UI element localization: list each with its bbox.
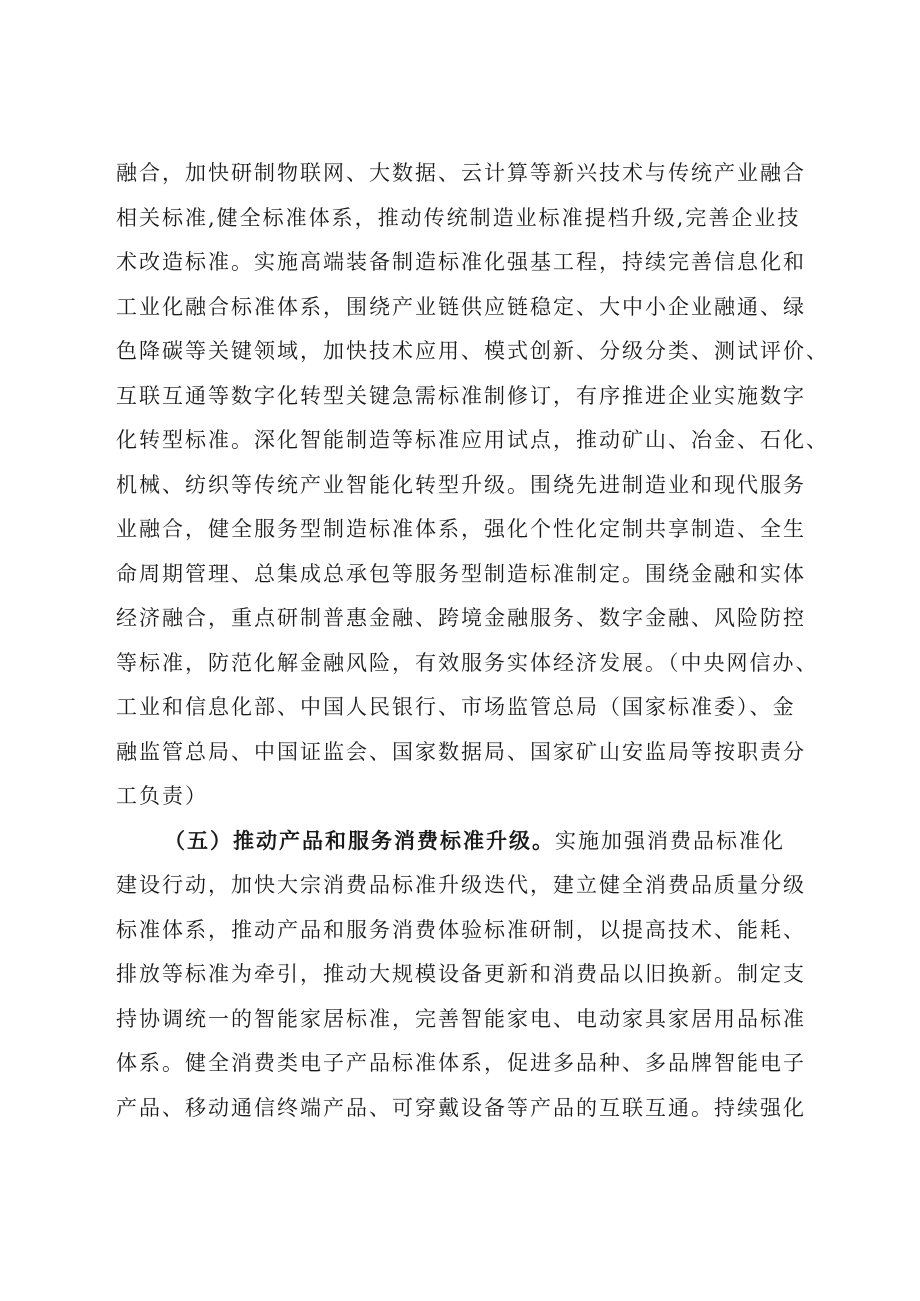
- text-line: 融合，加快研制物联网、大数据、云计算等新兴技术与传统产业融合: [116, 161, 806, 185]
- text-line: 机械、纺织等传统产业智能化转型升级。围绕先进制造业和现代服务: [116, 472, 806, 497]
- text-line: 持协调统一的智能家居标准，完善智能家电、电动家具家居用品标准: [116, 1006, 806, 1031]
- text-line: 排放等标准为牵引，推动大规模设备更新和消费品以旧换新。制定支: [116, 962, 806, 986]
- text-line: 经济融合，重点研制普惠金融、跨境金融服务、数字金融、风险防控: [116, 606, 806, 630]
- text-line: 等标准，防范化解金融风险，有效服务实体经济发展。（中央网信办、: [116, 650, 819, 675]
- text-line: 工负责）: [116, 784, 208, 808]
- text-line: 标准体系，推动产品和服务消费体验标准研制，以提高技术、能耗、: [116, 917, 806, 942]
- section-first-line: [116, 823, 816, 868]
- text-line: 术改造标准。实施高端装备制造标准化强基工程，持续完善信息化和: [116, 250, 806, 274]
- text-line: 产品、移动通信终端产品、可穿戴设备等产品的互联互通。持续强化: [116, 1095, 806, 1120]
- section-first-line-text: 实施加强消费品标准化: [555, 828, 785, 853]
- text-line: 融监管总局、中国证监会、国家数据局、国家矿山安监局等按职责分: [116, 739, 806, 764]
- text-line: 色降碳等关键领域，加快技术应用、模式创新、分级分类、测试评价、: [116, 339, 829, 363]
- text-line: 化转型标准。深化智能制造等标准应用试点，推动矿山、冶金、石化、: [116, 428, 829, 452]
- body-text: [116, 155, 829, 1134]
- text-line: 工业化融合标准体系，围绕产业链供应链稳定、大中小企业融通、绿: [116, 294, 806, 319]
- text-line: 体系。健全消费类电子产品标准体系，促进多品种、多品牌智能电子: [116, 1051, 806, 1075]
- text-line: 建设行动，加快大宗消费品标准升级迭代，建立健全消费品质量分级: [116, 873, 806, 897]
- text-line: 命周期管理、总集成总承包等服务型制造标准制定。围绕金融和实体: [116, 561, 806, 586]
- text-line: 工业和信息化部、中国人民银行、市场监管总局（国家标准委）、金: [116, 695, 796, 719]
- text-line: 互联互通等数字化转型关键急需标准制修订，有序推进企业实施数字: [116, 383, 806, 408]
- text-line: 相关标准,健全标准体系，推动传统制造业标准提档升级,完善企业技: [116, 205, 801, 230]
- text-line: 业融合，健全服务型制造标准体系，强化个性化定制共享制造、全生: [116, 517, 806, 541]
- section-heading: （五）推动产品和服务消费标准升级。: [164, 828, 555, 853]
